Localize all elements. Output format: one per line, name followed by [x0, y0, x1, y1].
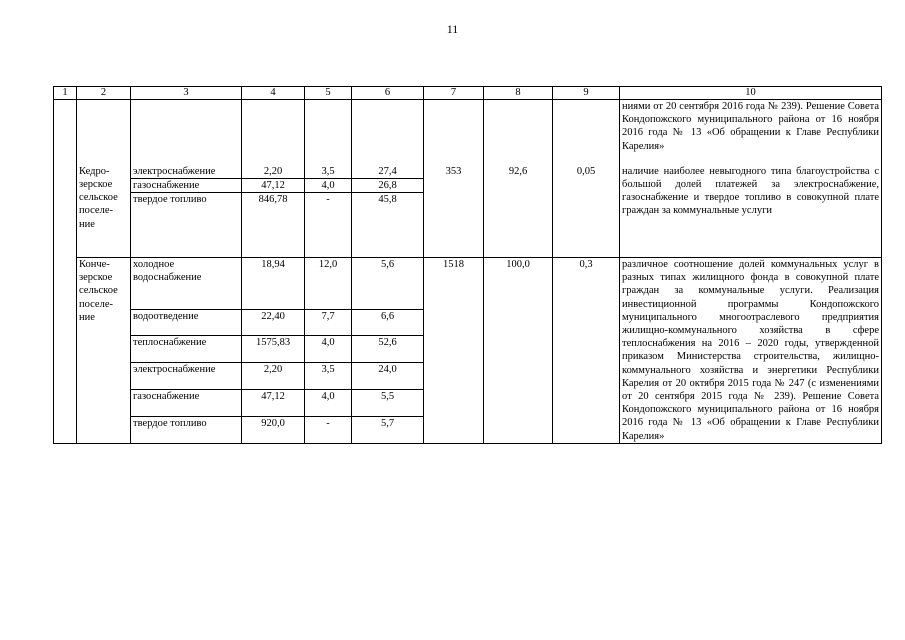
value-cell: 3,5 — [305, 363, 352, 390]
value-cell: 5,7 — [352, 416, 424, 443]
header-cell: 7 — [424, 87, 484, 100]
header-cell: 6 — [352, 87, 424, 100]
value-cell: 6,6 — [352, 309, 424, 336]
header-cell: 2 — [77, 87, 131, 100]
value-cell: 47,12 — [242, 179, 305, 193]
value-cell: 26,8 — [352, 179, 424, 193]
settlement-note: различное соотношение долей коммунальных услуг в разных типах жилищного фонда в совокупной плате граждан за коммунальные услуги. Реализация инвестиционной программы Кондопожского муниципального многоотраслевого предприятия жилищно-коммунального хозяйства в сфере теплоснабжения на 2016 – 2020 годы, утвержденной приказом Министерства строительства, жилищно-коммунального хозяйства и энергетики Республики Карелия от 20 октября 2015 года № 247 (с изменениями от 20 сентября 2015 года № 239). Решение Совета Кондопожского муниципального района от 16 ноября 2016 года № 13 «Об обращении к Главе Республики Карелия» — [620, 257, 882, 443]
value-cell: 5,5 — [352, 390, 424, 417]
value-cell: 4,0 — [305, 390, 352, 417]
value-cell: 2,20 — [242, 363, 305, 390]
header-row — [54, 87, 882, 100]
service-name: водоотведение — [131, 309, 242, 336]
value-cell: 1575,83 — [242, 336, 305, 363]
value-cell: - — [305, 416, 352, 443]
service-name: твердое топливо — [131, 416, 242, 443]
value-cell: 12,0 — [305, 257, 352, 309]
page-number: 11 — [446, 22, 459, 36]
header-cell: 1 — [54, 87, 77, 100]
settlement-note: наличие наиболее невыгодного типа благоустройства с большой долей платежей за электроснабжение, газоснабжение и твердое топливо в совокупной плате граждан за коммунальные услуги — [620, 165, 882, 258]
value-cell: 100,0 — [484, 257, 553, 443]
value-cell: 47,12 — [242, 390, 305, 417]
header-cell: 5 — [305, 87, 352, 100]
value-cell: 7,7 — [305, 309, 352, 336]
header-cell: 3 — [131, 87, 242, 100]
header-cell: 9 — [553, 87, 620, 100]
value-cell: 24,0 — [352, 363, 424, 390]
service-name: газоснабжение — [131, 390, 242, 417]
table-row — [54, 257, 882, 309]
service-name: твердое топливо — [131, 193, 242, 207]
value-cell: 18,94 — [242, 257, 305, 309]
settlement-name: Конче-зерское сельское поселе-ние — [77, 257, 131, 443]
value-cell: 920,0 — [242, 416, 305, 443]
value-cell: 5,6 — [352, 257, 424, 309]
value-cell: 353 — [424, 165, 484, 258]
value-cell: 4,0 — [305, 179, 352, 193]
value-cell: 1518 — [424, 257, 484, 443]
settlement-name: Кедро-зерское сельское поселе-ние — [77, 165, 131, 258]
service-name: электроснабжение — [131, 363, 242, 390]
table-row — [54, 165, 882, 179]
tariff-table — [53, 86, 882, 444]
value-cell: 2,20 — [242, 165, 305, 179]
continuation-row — [54, 100, 882, 153]
value-cell: 22,40 — [242, 309, 305, 336]
value-cell: 846,78 — [242, 193, 305, 207]
value-cell: 3,5 — [305, 165, 352, 179]
col1-cell — [54, 100, 77, 444]
value-cell: 0,3 — [553, 257, 620, 443]
header-cell: 10 — [620, 87, 882, 100]
service-name: электроснабжение — [131, 165, 242, 179]
header-cell: 4 — [242, 87, 305, 100]
header-cell: 8 — [484, 87, 553, 100]
value-cell: 92,6 — [484, 165, 553, 258]
value-cell: 4,0 — [305, 336, 352, 363]
value-cell: 27,4 — [352, 165, 424, 179]
value-cell: - — [305, 193, 352, 207]
value-cell: 0,05 — [553, 165, 620, 258]
value-cell: 45,8 — [352, 193, 424, 207]
value-cell: 52,6 — [352, 336, 424, 363]
service-name: теплоснабжение — [131, 336, 242, 363]
continuation-note: ниями от 20 сентября 2016 года № 239). Решение Совета Кондопожского муниципального района от 16 ноября 2016 года № 13 «Об обращении к Главе Республики Карелия» — [620, 100, 882, 153]
service-name: газоснабжение — [131, 179, 242, 193]
service-name: холодное водоснабжение — [131, 257, 242, 309]
